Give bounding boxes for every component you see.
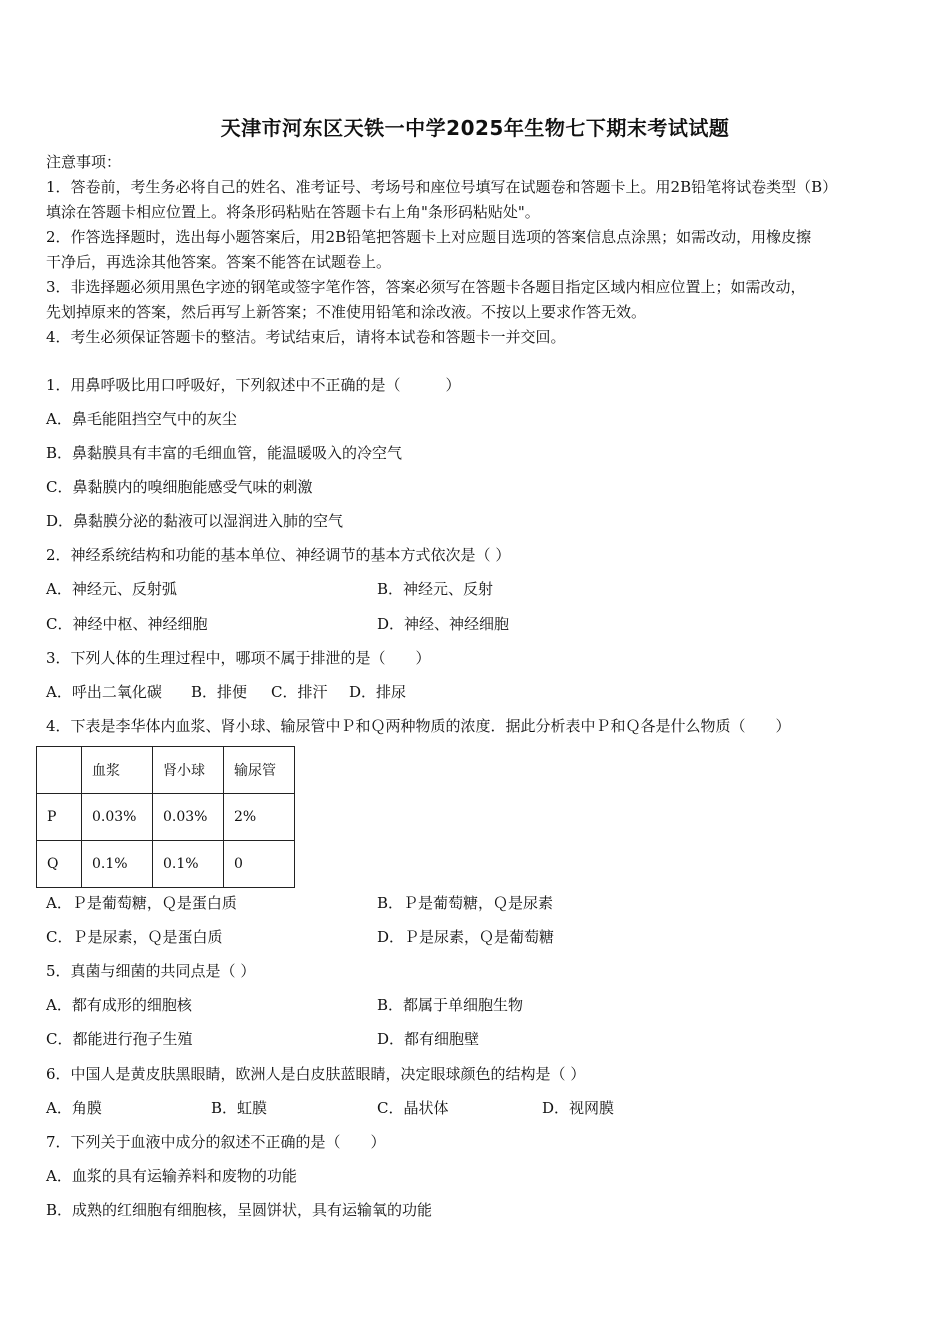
notice-line: 3．非选择题必须用黑色字迹的钢笔或签字笔作答，答案必须写在答题卡各题目指定区域内相应位置上；如需改动， — [46, 278, 806, 296]
notice-line: 2．作答选择题时，选出每小题答案后，用2B铅笔把答题卡上对应题目选项的答案信息点涂黑；如需改动，用橡皮擦 — [46, 228, 812, 246]
q2-option-b: B．神经元、反射 — [377, 580, 494, 598]
q1-option-b: B．鼻黏膜具有丰富的毛细血管，能温暖吸入的冷空气 — [46, 444, 403, 462]
q5-option-d: D．都有细胞壁 — [377, 1030, 480, 1048]
q1-option-d: D．鼻黏膜分泌的黏液可以湿润进入肺的空气 — [46, 512, 344, 530]
question-7-stem: 7．下列关于血液中成分的叙述不正确的是（ ） — [46, 1133, 386, 1151]
table-cell: 0.1% — [82, 841, 153, 888]
table-cell: 2% — [224, 794, 295, 841]
q3-option-b: B．排便 — [191, 683, 248, 701]
question-1-stem: 1．用鼻呼吸比用口呼吸好，下列叙述中不正确的是（ ） — [46, 376, 461, 394]
q2-option-d: D．神经、神经细胞 — [377, 615, 510, 633]
q4-option-d: D．Ｐ是尿素，Ｑ是葡萄糖 — [377, 928, 555, 946]
question-3-stem: 3．下列人体的生理过程中，哪项不属于排泄的是（ ） — [46, 649, 431, 667]
q1-option-c: C．鼻黏膜内的嗅细胞能感受气味的刺激 — [46, 478, 313, 496]
question-6-stem: 6．中国人是黄皮肤黑眼睛，欧洲人是白皮肤蓝眼睛，决定眼球颜色的结构是（ ） — [46, 1065, 586, 1083]
question-4-stem: 4．下表是李华体内血浆、肾小球、输尿管中Ｐ和Ｑ两种物质的浓度．据此分析表中Ｐ和Ｑ各是什么物质（ ） — [46, 717, 791, 735]
table-row — [37, 841, 295, 888]
concentration-table — [36, 746, 295, 888]
notice-line: 填涂在答题卡相应位置上。将条形码粘贴在答题卡右上角"条形码粘贴处"。 — [46, 203, 540, 221]
table-header-cell: 血浆 — [82, 747, 153, 794]
q6-option-c: C．晶状体 — [377, 1099, 449, 1117]
q7-option-b: B．成熟的红细胞有细胞核，呈圆饼状，具有运输氧的功能 — [46, 1201, 433, 1219]
q6-option-a: A．角膜 — [46, 1099, 102, 1117]
q1-option-a: A．鼻毛能阻挡空气中的灰尘 — [46, 410, 237, 428]
q5-option-c: C．都能进行孢子生殖 — [46, 1030, 193, 1048]
page-title: 天津市河东区天铁一中学2025年生物七下期末考试试题 — [220, 116, 730, 140]
table-cell: 0.1% — [153, 841, 224, 888]
question-2-stem: 2．神经系统结构和功能的基本单位、神经调节的基本方式依次是（ ） — [46, 546, 511, 564]
q3-option-a: A．呼出二氧化碳 — [46, 683, 162, 701]
table-cell: Q — [37, 841, 82, 888]
table-header-cell — [37, 747, 82, 794]
q4-option-c: C．Ｐ是尿素，Ｑ是蛋白质 — [46, 928, 223, 946]
table-row — [37, 794, 295, 841]
q5-option-a: A．都有成形的细胞核 — [46, 996, 192, 1014]
notice-heading: 注意事项： — [46, 153, 122, 171]
table-cell: 0.03% — [82, 794, 153, 841]
q2-option-c: C．神经中枢、神经细胞 — [46, 615, 208, 633]
notice-line: 干净后，再选涂其他答案。答案不能答在试题卷上。 — [46, 253, 392, 271]
q7-option-a: A．血浆的具有运输养料和废物的功能 — [46, 1167, 297, 1185]
table-cell: 0 — [224, 841, 295, 888]
q5-option-b: B．都属于单细胞生物 — [377, 996, 524, 1014]
q6-option-b: B．虹膜 — [211, 1099, 268, 1117]
table-cell: 0.03% — [153, 794, 224, 841]
q2-option-a: A．神经元、反射弧 — [46, 580, 177, 598]
q6-option-d: D．视网膜 — [542, 1099, 615, 1117]
table-header-row — [37, 747, 295, 794]
table-header-cell: 输尿管 — [224, 747, 295, 794]
q4-option-a: A．Ｐ是葡萄糖，Ｑ是蛋白质 — [46, 894, 237, 912]
table-cell: P — [37, 794, 82, 841]
question-5-stem: 5．真菌与细菌的共同点是（ ） — [46, 962, 256, 980]
q3-option-c: C．排汗 — [271, 683, 328, 701]
table-header-cell: 肾小球 — [153, 747, 224, 794]
q3-option-d: D．排尿 — [349, 683, 407, 701]
notice-line: 1．答卷前，考生务必将自己的姓名、准考证号、考场号和座位号填写在试题卷和答题卡上。用2B铅笔将试卷类型（B） — [46, 178, 838, 196]
notice-line: 先划掉原来的答案，然后再写上新答案；不准使用铅笔和涂改液。不按以上要求作答无效。 — [46, 303, 647, 321]
q4-option-b: B．Ｐ是葡萄糖，Ｑ是尿素 — [377, 894, 554, 912]
notice-line: 4．考生必须保证答题卡的整洁。考试结束后，请将本试卷和答题卡一并交回。 — [46, 328, 566, 346]
